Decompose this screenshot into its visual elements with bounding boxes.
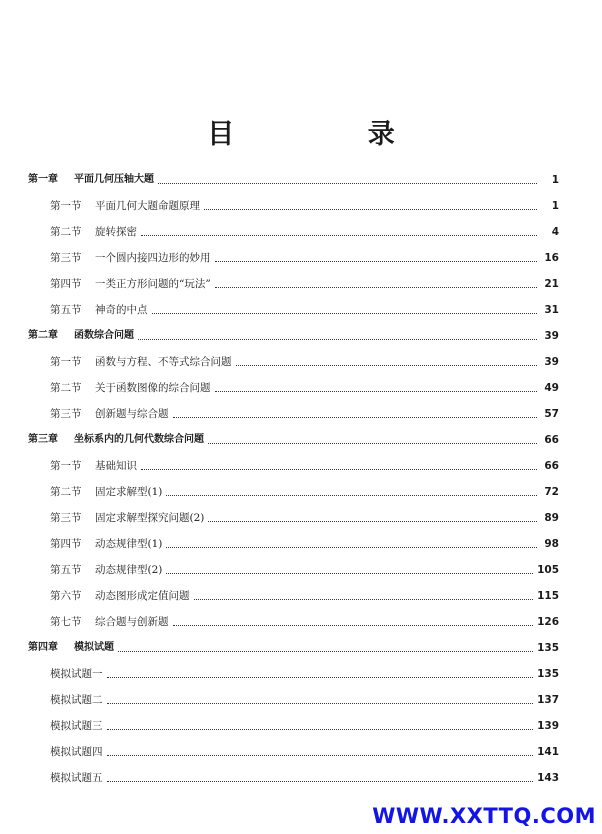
toc-chapter[interactable] [28,635,559,655]
toc-page-number: 89 [544,512,559,524]
toc-section[interactable] [50,609,559,629]
toc-section-title: 模拟试题一 [50,668,103,680]
toc-section-number: 第一节 [50,356,82,368]
toc-page-number: 49 [544,382,559,394]
leader-dots [204,208,537,210]
toc-page-number: 1 [551,200,559,212]
toc-section-number: 第六节 [50,590,82,602]
toc-section-title: 动态规律型(1) [95,538,163,550]
toc-section-number: 第一节 [50,460,82,472]
toc-section[interactable] [50,661,559,681]
toc-page-number: 126 [537,616,559,628]
leader-dots [138,338,537,340]
leader-dots [166,494,537,496]
toc-section-title: 动态规律型(2) [95,564,163,576]
page-title: 目 录 [207,119,457,150]
toc-chapter-title: 坐标系内的几何代数综合问题 [74,434,204,445]
leader-dots [208,442,537,444]
toc-section[interactable] [50,245,559,265]
toc-section[interactable] [50,219,559,239]
leader-dots [141,234,537,236]
toc-page-number: 98 [544,538,559,550]
toc-section[interactable] [50,401,559,421]
toc-section-number: 第三节 [50,252,82,264]
toc-section-title: 固定求解型探究问题(2) [95,512,205,524]
watermark-url: WWW.XXTTQ.COM [372,804,596,828]
leader-dots [107,702,534,704]
leader-dots [208,520,537,522]
toc-page-number: 4 [551,226,559,238]
toc-section-number: 第二节 [50,226,82,238]
toc-chapter-number: 第四章 [28,642,58,653]
leader-dots [173,416,538,418]
toc-chapter[interactable] [28,167,559,187]
toc-page-number: 1 [551,174,559,186]
leader-dots [118,650,533,652]
toc-page-number: 31 [544,304,559,316]
toc-section-title: 固定求解型(1) [95,486,163,498]
leader-dots [141,468,537,470]
leader-dots [215,260,538,262]
toc-page-number: 105 [537,564,559,576]
toc-page-number: 39 [544,356,559,368]
toc-section[interactable] [50,271,559,291]
toc-page-number: 66 [544,434,559,446]
toc-chapter-title: 模拟试题 [74,642,114,653]
toc-chapter[interactable] [28,427,559,447]
toc-page-number: 21 [544,278,559,290]
toc-section-title: 模拟试题四 [50,746,103,758]
leader-dots [107,754,534,756]
toc-section[interactable] [50,297,559,317]
leader-dots [173,624,534,626]
toc-section[interactable] [50,453,559,473]
toc-chapter-number: 第三章 [28,434,58,445]
toc-section[interactable] [50,193,559,213]
toc-chapter-number: 第二章 [28,330,58,341]
toc-section[interactable] [50,349,559,369]
toc-chapter-title: 函数综合问题 [74,330,134,341]
toc-section[interactable] [50,531,559,551]
leader-dots [215,390,538,392]
toc-section-title: 关于函数图像的综合问题 [95,382,211,394]
toc-section-title: 综合题与创新题 [95,616,169,628]
toc-section-title: 一个圆内接四边形的妙用 [95,252,211,264]
toc-section-title: 基础知识 [95,460,137,472]
toc-section-number: 第二节 [50,382,82,394]
toc-section[interactable] [50,505,559,525]
toc-section-number: 第一节 [50,200,82,212]
leader-dots [107,676,534,678]
toc-section-title: 函数与方程、不等式综合问题 [95,356,232,368]
toc-section-title: 创新题与综合题 [95,408,169,420]
leader-dots [107,780,534,782]
toc-section-number: 第五节 [50,304,82,316]
toc-section-number: 第三节 [50,408,82,420]
toc-page-number: 141 [537,746,559,758]
toc-section-title: 旋转探密 [95,226,137,238]
toc-page-number: 135 [537,668,559,680]
toc-page-number: 139 [537,720,559,732]
toc-section[interactable] [50,687,559,707]
leader-dots [152,312,538,314]
toc-section-number: 第二节 [50,486,82,498]
toc-section[interactable] [50,713,559,733]
toc-chapter[interactable] [28,323,559,343]
toc-section-title: 模拟试题二 [50,694,103,706]
leader-dots [215,286,537,288]
toc-section[interactable] [50,557,559,577]
toc-section-title: 神奇的中点 [95,304,148,316]
toc-chapter-title: 平面几何压轴大题 [74,174,154,185]
toc-page-number: 66 [544,460,559,472]
leader-dots [166,546,537,548]
toc-section-number: 第七节 [50,616,82,628]
toc-section-title: 平面几何大题命题原理 [95,200,200,212]
toc-section-title: 一类正方形问题的“玩法” [95,278,211,290]
toc-section-number: 第五节 [50,564,82,576]
toc-section-title: 动态图形成定值问题 [95,590,190,602]
toc-page-number: 115 [537,590,559,602]
toc-section-number: 第四节 [50,278,82,290]
toc-section-number: 第三节 [50,512,82,524]
toc-section-title: 模拟试题五 [50,772,103,784]
toc-section-number: 第四节 [50,538,82,550]
toc-page-number: 72 [544,486,559,498]
toc-section[interactable] [50,479,559,499]
toc-section[interactable] [50,765,559,785]
toc-chapter-number: 第一章 [28,174,58,185]
toc-section[interactable] [50,739,559,759]
toc-page-number: 16 [544,252,559,264]
toc-page-number: 137 [537,694,559,706]
leader-dots [166,572,533,574]
toc-page-number: 39 [544,330,559,342]
leader-dots [236,364,538,366]
leader-dots [158,182,537,184]
leader-dots [107,728,534,730]
toc-section[interactable] [50,375,559,395]
toc-section[interactable] [50,583,559,603]
toc-page-number: 57 [544,408,559,420]
leader-dots [194,598,534,600]
toc-page-number: 143 [537,772,559,784]
toc-section-title: 模拟试题三 [50,720,103,732]
toc-page-number: 135 [537,642,559,654]
